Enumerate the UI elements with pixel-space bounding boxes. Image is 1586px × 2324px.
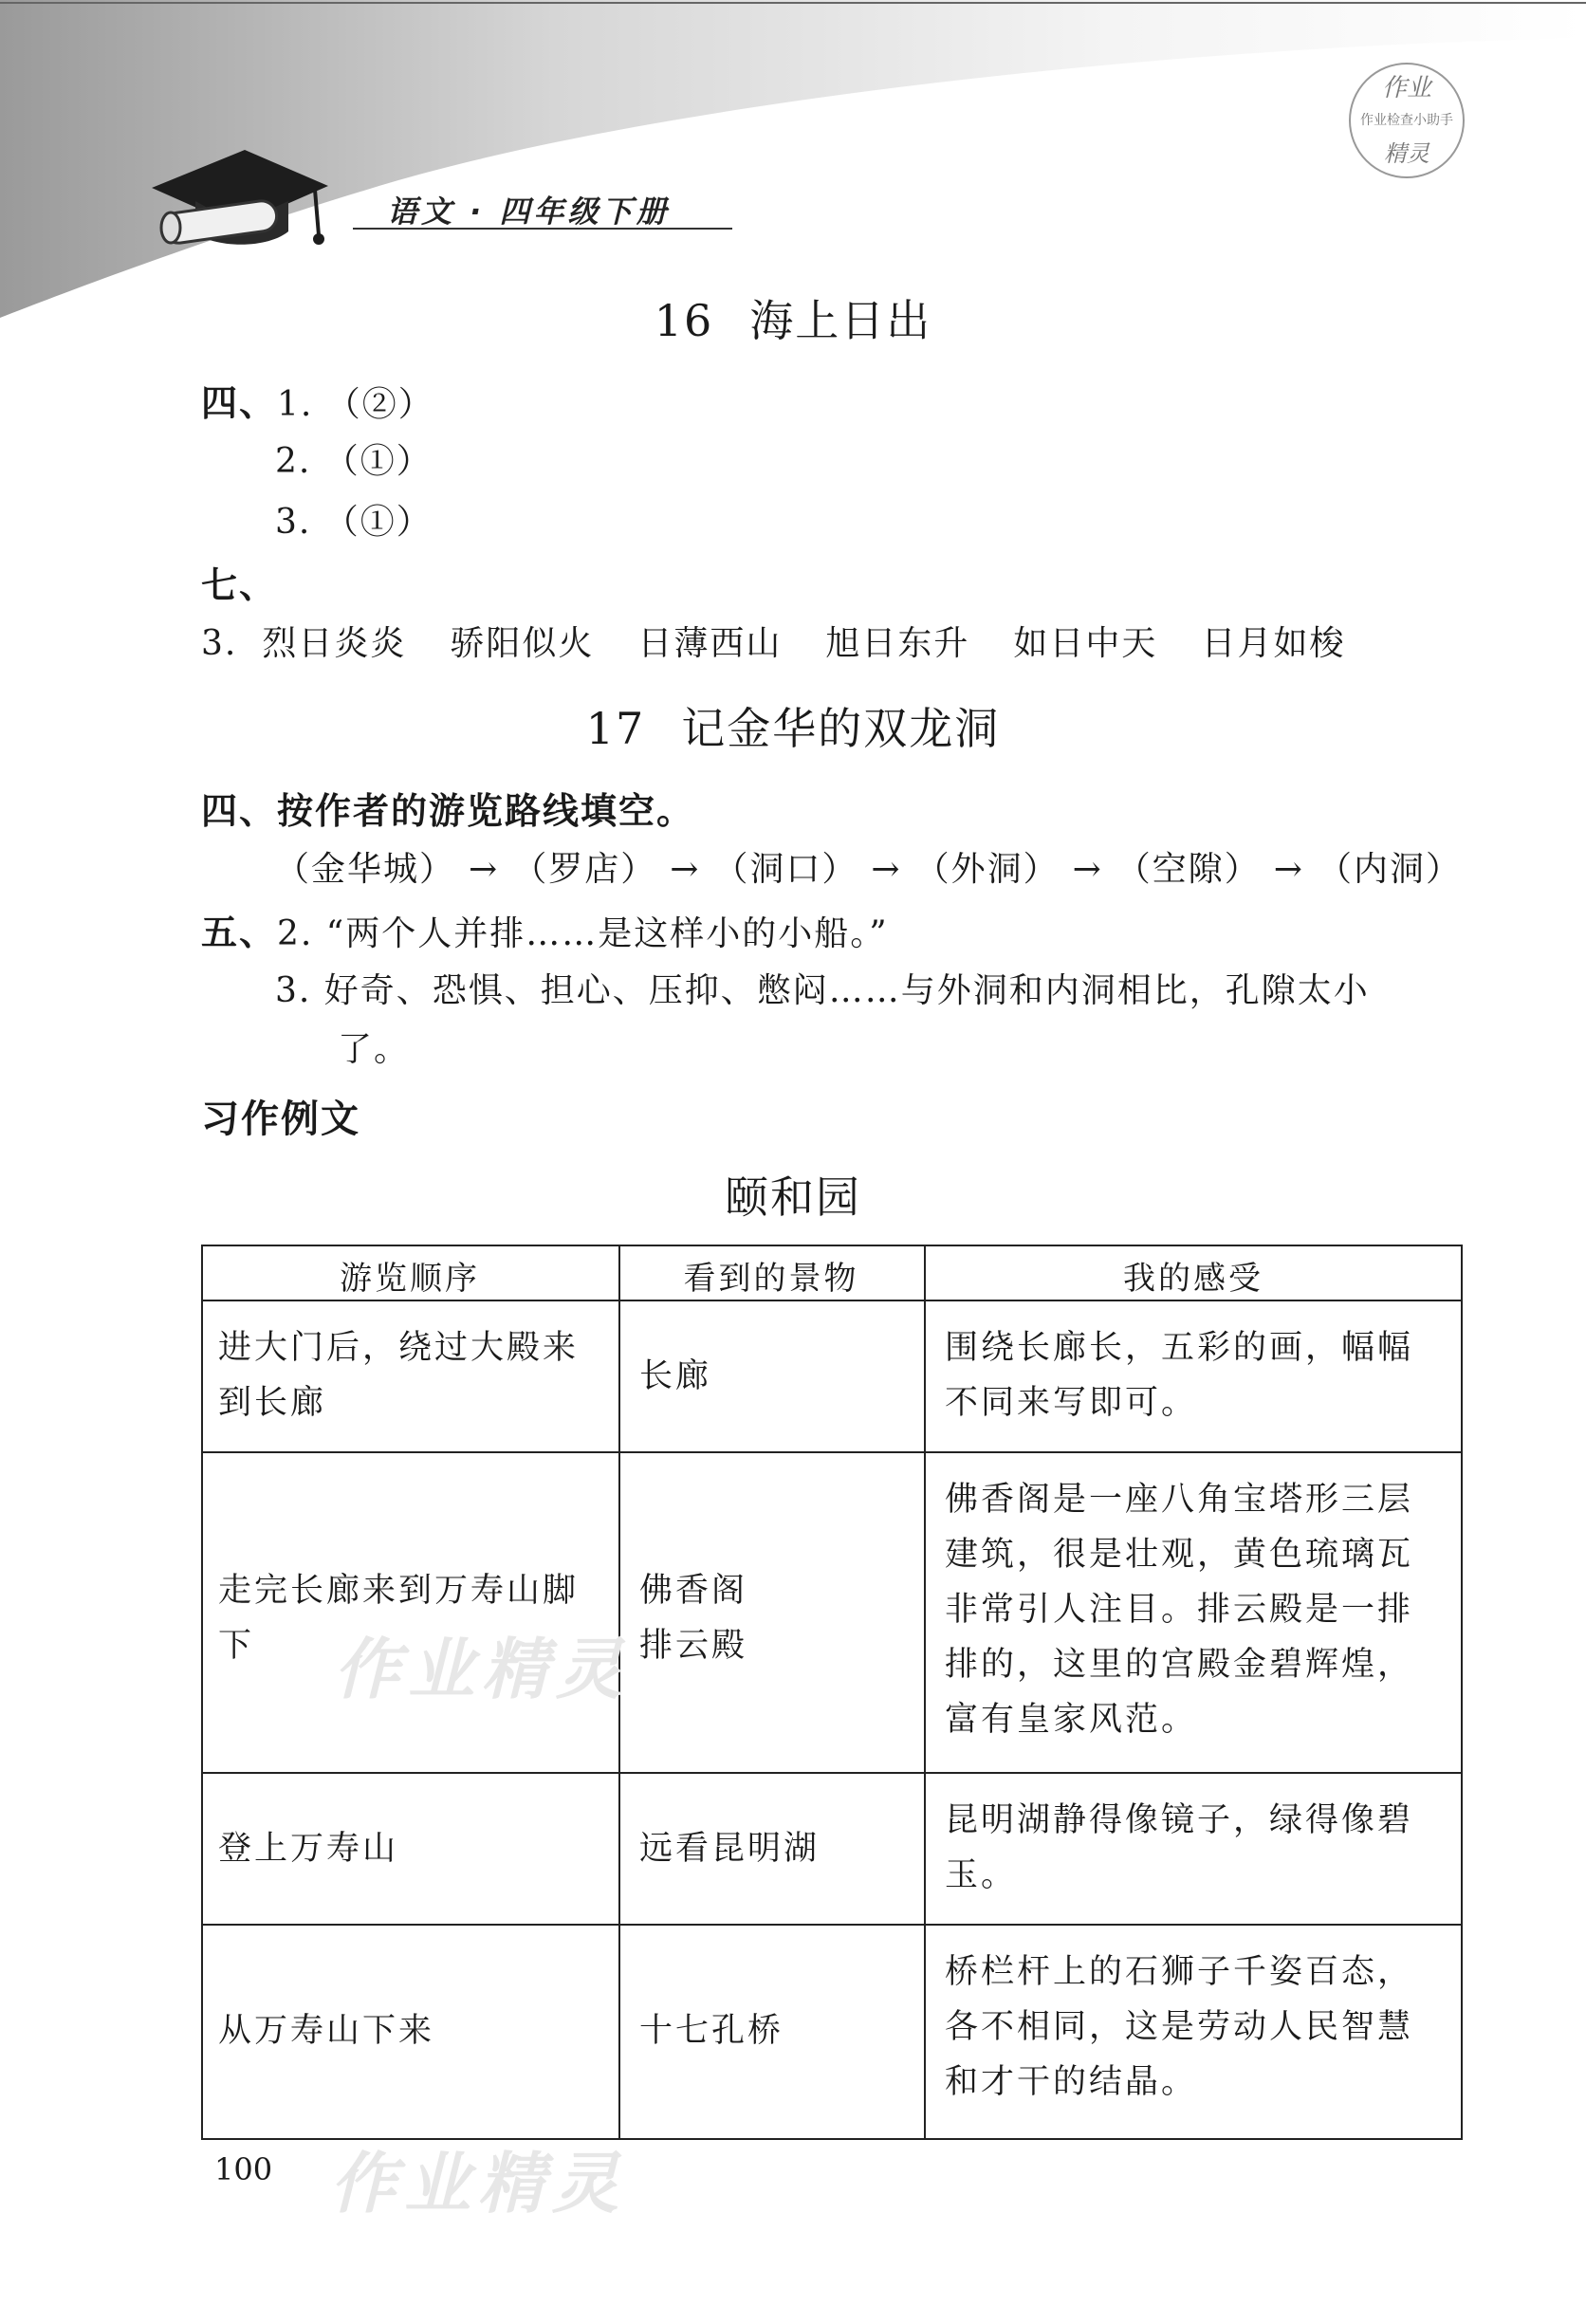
cell-line: 到长廊	[218, 1384, 327, 1422]
lesson-17-number: 17	[585, 703, 646, 754]
lesson-16-section-4-answer-1	[201, 374, 434, 426]
visit-table	[201, 1245, 1463, 2140]
lesson-16-section-4-answer-2: 2. （①）	[275, 442, 433, 481]
stamp-logo	[1345, 59, 1468, 182]
table-header-feeling: 我的感受	[1123, 1260, 1263, 1298]
route-arrow-icon: →	[469, 850, 500, 889]
route-stop: （内洞）	[1317, 850, 1462, 889]
cell-line: 昆明湖静得像镜子，绿得像碧	[945, 1801, 1414, 1839]
idiom: 日月如梭	[1201, 624, 1346, 663]
lesson-16-section-7-idioms	[201, 617, 1345, 665]
cell-line: 和才干的结晶。	[945, 2063, 1198, 2101]
answer-text: 2. “两个人并排……是这样小的小船。”	[277, 914, 889, 953]
table-cell-feeling	[945, 1793, 1413, 1903]
idiom: 骄阳似火	[450, 624, 595, 663]
lesson-17-section-4-heading: 四、按作者的游览路线填空。	[201, 790, 695, 832]
idiom: 烈日炎炎	[262, 624, 407, 663]
cell-line: 佛香阁	[639, 1572, 748, 1610]
route-stop: （金华城）	[275, 850, 456, 889]
table-cell-scenery	[639, 1821, 820, 1876]
cell-line: 非常引人注目。排云殿是一排	[945, 1591, 1414, 1629]
idiom: 旭日东升	[825, 624, 970, 663]
table-rule	[201, 1924, 1463, 1926]
lesson-16-name: 海上日出	[749, 295, 932, 346]
cell-line: 从万寿山下来	[218, 2012, 435, 2050]
route-stop: （空隙）	[1116, 850, 1261, 889]
stamp-top-text: 作业	[1381, 74, 1431, 102]
route-arrow-icon: →	[1072, 850, 1103, 889]
cell-line: 玉。	[945, 1856, 1018, 1894]
cell-line: 桥栏杆上的石狮子千姿百态，	[945, 1953, 1414, 1991]
cell-line: 围绕长廊长，五彩的画，幅幅	[945, 1329, 1414, 1367]
lesson-17-section-5-answer-3-line-1: 3. 好奇、恐惧、担心、压抑、憋闷……与外洞和内洞相比，孔隙太小	[275, 971, 1370, 1010]
lesson-17-name: 记金华的双龙洞	[681, 703, 1001, 754]
cell-line: 远看昆明湖	[639, 1830, 821, 1868]
watermark-bottom: 作业精灵	[330, 2145, 626, 2223]
lesson-16-number: 16	[654, 295, 714, 346]
table-cell-scenery	[639, 1349, 711, 1404]
table-rule	[201, 1300, 1463, 1301]
cell-line: 富有皇家风范。	[945, 1701, 1198, 1739]
answer-text: 1. （②）	[277, 385, 434, 424]
lesson-17-section-5-answer-3-line-2: 了。	[338, 1030, 411, 1069]
cell-line: 佛香阁是一座八角宝塔形三层	[945, 1481, 1414, 1519]
idiom: 如日中天	[1013, 624, 1158, 663]
table-cell-feeling	[945, 1320, 1413, 1430]
running-title-rule	[353, 228, 732, 230]
lesson-16-section-4-answer-3: 3. （①）	[275, 503, 433, 542]
route-stop: （洞口）	[713, 850, 858, 889]
cell-line: 长廊	[639, 1357, 712, 1395]
cell-line: 十七孔桥	[639, 2012, 784, 2050]
table-rule	[924, 1245, 926, 2140]
route-arrow-icon: →	[1273, 850, 1304, 889]
cell-line: 各不相同，这是劳动人民智慧	[945, 2008, 1414, 2046]
page-number: 100	[214, 2151, 273, 2187]
lesson-17-title	[0, 694, 1586, 757]
table-rule	[201, 1451, 1463, 1453]
cell-line: 登上万寿山	[218, 1830, 399, 1868]
cell-line: 排云殿	[639, 1627, 748, 1665]
route-stop: （外洞）	[914, 850, 1060, 889]
route-stop: （罗店）	[512, 850, 657, 889]
lesson-17-section-5-answer-2	[201, 903, 889, 955]
lesson-16-section-7-label: 七、	[201, 564, 278, 606]
cell-line: 走完长廊来到万寿山脚	[218, 1572, 580, 1610]
table-header-order: 游览顺序	[340, 1260, 480, 1298]
table-header-scenery: 看到的景物	[683, 1260, 859, 1298]
section-5-label: 五、	[201, 912, 278, 953]
essay-title: 颐和园	[725, 1171, 861, 1223]
table-cell-order	[218, 2003, 434, 2058]
section-4-label: 四、	[201, 382, 278, 424]
idiom-item-number: 3.	[201, 624, 238, 663]
route-arrow-icon: →	[871, 850, 902, 889]
running-title: 语文 · 四年级下册	[387, 194, 671, 230]
table-cell-scenery	[639, 2003, 784, 2058]
table-cell-scenery	[639, 1563, 747, 1673]
table-cell-feeling	[945, 1472, 1413, 1747]
idiom: 日薄西山	[637, 624, 783, 663]
table-cell-order	[218, 1821, 398, 1876]
table-cell-order	[218, 1320, 579, 1430]
cell-line: 不同来写即可。	[945, 1384, 1198, 1422]
route-arrow-icon: →	[670, 850, 701, 889]
lesson-16-title	[0, 286, 1586, 349]
essay-heading: 习作例文	[201, 1097, 360, 1141]
lesson-17-route	[275, 842, 1462, 891]
cell-line: 建筑，很是壮观，黄色琉璃瓦	[945, 1536, 1414, 1574]
table-cell-feeling	[945, 1945, 1413, 2110]
stamp-middle-text: 作业检查小助手	[1360, 113, 1453, 128]
cell-line: 进大门后，绕过大殿来	[218, 1329, 580, 1367]
stamp-bottom-text: 精灵	[1384, 140, 1429, 167]
table-rule	[201, 1772, 1463, 1774]
watermark: 作业精灵	[334, 1631, 630, 1708]
cell-line: 排的，这里的宫殿金碧辉煌，	[945, 1646, 1414, 1684]
cell-line: 下	[218, 1627, 255, 1665]
